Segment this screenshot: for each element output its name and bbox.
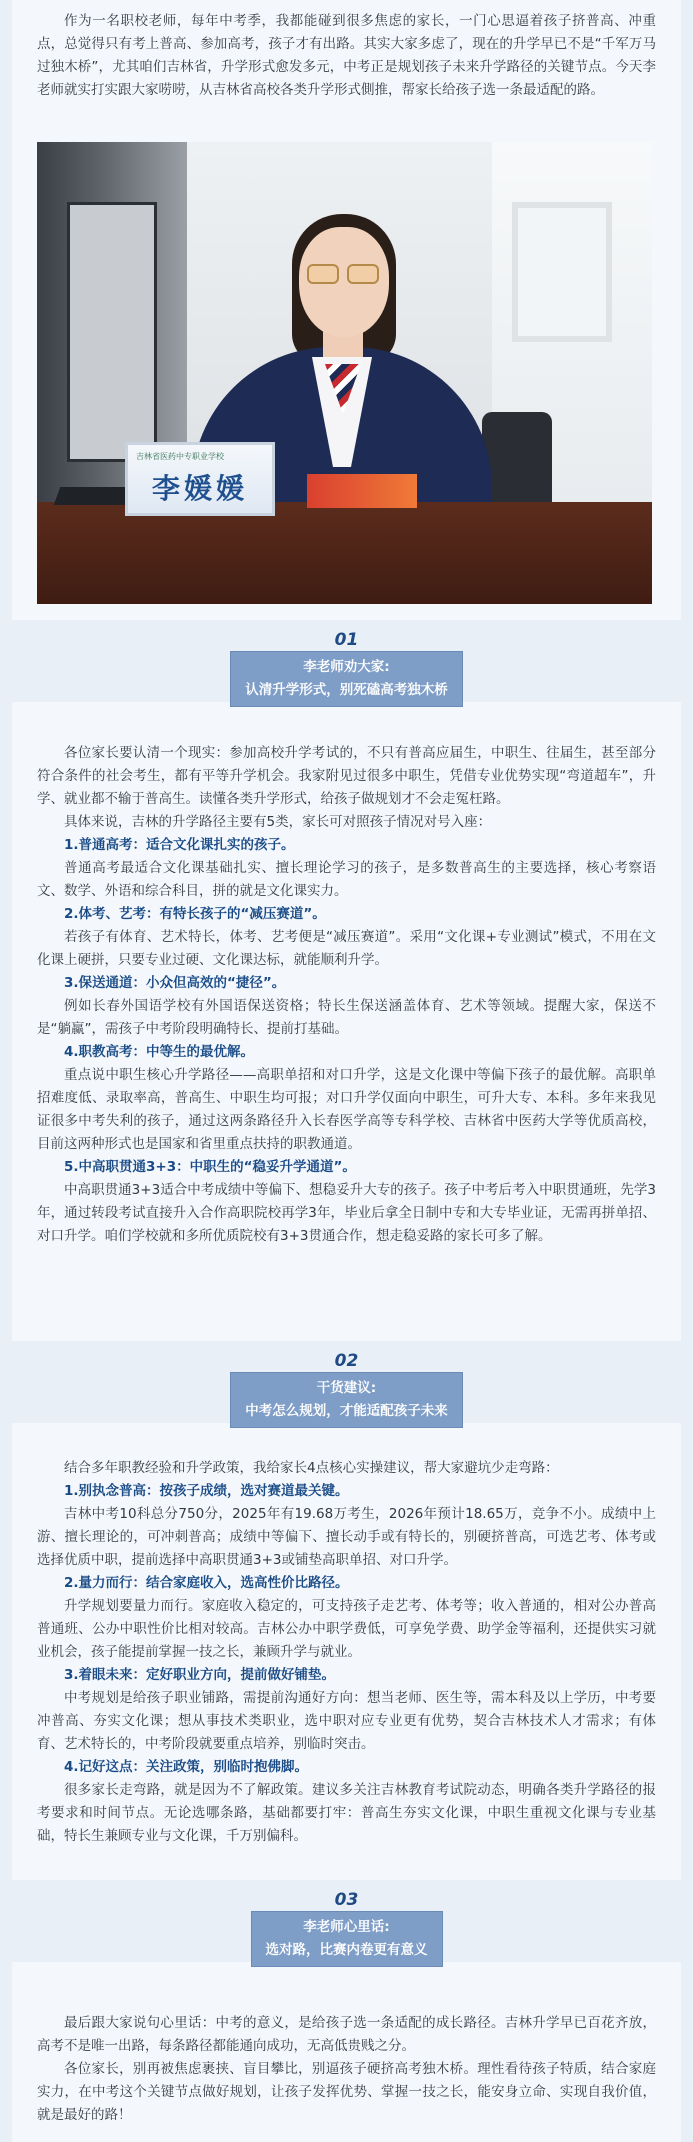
point-title: 1.别执念普高：按孩子成绩，选对赛道最关键。 [64,1483,349,1499]
body-paragraph: 各位家长要认清一个现实：参加高校升学考试的，不只有普高应届生，中职生、往届生，甚至部分符合条件的社会考生，都有平等升学机会。我家附见过很多中职生，凭借专业优势实现“弯道超车”，升学、就业都不输于普高生。读懂各类升学形式，给孩子做规划才不会走冤枉路。 [37,745,656,807]
body-paragraph: 若孩子有体育、艺术特长，体考、艺考便是“减压赛道”。采用“文化课+专业测试”模式，不用在文化课上硬拼，只要专业过硬、文化课达标，就能顺利升学。 [37,929,656,968]
point-title: 2.量力而行：结合家庭收入，选高性价比路径。 [64,1575,349,1591]
section-3-title-line1: 李老师心里话: [303,1919,390,1935]
section-2-body [37,1457,656,1848]
section-1-heading [0,630,693,702]
body-paragraph: 升学规划要量力而行。家庭收入稳定的，可支持孩子走艺考、体考等；收入普通的，相对公办普高普通班、公办中职性价比相对较高。吉林公办中职学费低，可享免学费、助学金等福利，还提供实习就业机会，孩子能提前掌握一技之长，兼顾升学与就业。 [37,1598,656,1660]
point-title: 4.记好这点：关注政策，别临时抱佛脚。 [64,1759,309,1775]
body-paragraph: 吉林中考10科总分750分，2025年有19.68万考生，2026年预计18.65万，竞争不小。成绩中上游、擅长理论的，可冲刺普高；成绩中等偏下、擅长动手或有特长的，别硬挤普高，可选艺考、体考或选择优质中职，提前选择中高职贯通3+3或铺垫高职单招、对口升学。 [37,1506,656,1568]
intro-card [12,0,681,620]
point-title: 2.体考、艺考：有特长孩子的“减压赛道”。 [64,906,326,922]
section-1-title-box [230,651,463,707]
section-2-title-line1: 干货建议: [316,1380,377,1396]
section-2-card [12,1423,681,1880]
body-paragraph: 普通高考最适合文化课基础扎实、擅长理论学习的孩子，是多数普高生的主要选择，核心考察语文、数学、外语和综合科目，拼的就是文化课实力。 [37,860,656,899]
section-2-number: 02 [334,1351,359,1371]
section-3-title-box [251,1911,443,1967]
point-title: 4.职教高考：中等生的最优解。 [64,1044,255,1060]
body-paragraph: 最后跟大家说句心里话：中考的意义，是给孩子选一条适配的成长路径。吉林升学早已百花齐放，高考不是唯一出路，每条路径都能通向成功，无高低贵贱之分。 [37,2015,656,2054]
body-paragraph: 中高职贯通3+3适合中考成绩中等偏下、想稳妥升大专的孩子。孩子中考后考入中职贯通班，先学3年，通过转段考试直接升入合作高职院校再学3年，毕业后拿全日制中专和大专毕业证，无需再拼单招、对口升学。咱们学校就和多所优质院校有3+3贯通合作，想走稳妥路的家长可多了解。 [37,1182,656,1244]
nameplate-name: 李媛媛 [151,472,248,505]
section-3-card [12,1962,681,2142]
section-2-title-box [230,1372,463,1428]
photo-nameplate [125,442,275,516]
body-paragraph: 例如长春外国语学校有外国语保送资格；特长生保送涵盖体育、艺术等领域。提醒大家，保送不是“躺赢”，需孩子中考阶段明确特长、提前打基础。 [37,998,656,1037]
section-1-title-line2: 认清升学形式，别死磕高考独木桥 [245,682,448,698]
point-title: 5.中高职贯通3+3：中职生的“稳妥升学通道”。 [64,1159,356,1175]
point-title: 3.着眼未来：定好职业方向，提前做好铺垫。 [64,1667,336,1683]
intro-text-block [37,10,656,130]
photo-glasses [307,264,381,284]
section-1-title-line1: 李老师劝大家: [303,659,390,675]
section-1-card [12,702,681,1341]
section-1-number: 01 [334,630,359,650]
intro-paragraph: 作为一名职校老师，每年中考季，我都能碰到很多焦虑的家长，一门心思逼着孩子挤普高、冲重点，总觉得只有考上普高、参加高考，孩子才有出路。其实大家多虑了，现在的升学早已不是“千军万马过独木桥”，尤其咱们吉林省，升学形式愈发多元，中考正是规划孩子未来升学路径的关键节点。今天李老师就实打实跟大家唠唠，从吉林省高校各类升学形式側推，帮家长给孩子选一条最适配的路。 [37,13,656,98]
point-title: 3.保送通道：小众但高效的“捷径”。 [64,975,286,991]
body-paragraph: 中考规划是给孩子职业铺路，需提前沟通好方向：想当老师、医生等，需本科及以上学历，中考要冲普高、夯实文化课；想从事技术类职业，选中职对应专业更有优势，契合吉林技术人才需求；有体育、艺术特长的，中考阶段就要重点培养，别临时突击。 [37,1690,656,1752]
section-1-body [37,742,656,1248]
point-title: 1.普通高考：适合文化课扎实的孩子。 [64,837,295,853]
section-2-heading [0,1351,693,1423]
section-3-number: 03 [334,1890,359,1910]
body-paragraph: 很多家长走弯路，就是因为不了解政策。建议多关注吉林教育考试院动态，明确各类升学路径的报考要求和时间节点。无论选哪条路，基础都要打牢：普高生夯实文化课，中职生重视文化课与专业基础，特长生兼顾专业与文化课，千万别偏科。 [37,1782,656,1844]
section-3-body [37,2012,656,2127]
body-paragraph: 结合多年职教经验和升学政策，我给家长4点核心实操建议，帮大家避坑少走弯路： [64,1460,559,1476]
body-paragraph: 重点说中职生核心升学路径——高职单招和对口升学，这是文化课中等偏下孩子的最优解。高职单招难度低、录取率高，普高生、中职生均可报；对口升学仅面向中职生，可升大专、本科。多年来我见证很多中考失利的孩子，通过这两条路径升入长春医学高等专科学校、吉林省中医药大学等优质高校，目前这两种形式也是国家和省里重点扶持的职教通道。 [37,1067,656,1152]
body-paragraph: 各位家长，别再被焦虑裹挟、盲目攀比，别逼孩子硬挤高考独木桥。理性看待孩子特质，结合家庭实力，在中考这个关键节点做好规划，让孩子发挥优势、掌握一技之长，能安身立命、实现自我价值，就是最好的路！ [37,2061,656,2123]
section-2-title-line2: 中考怎么规划，才能适配孩子未来 [245,1403,448,1419]
section-3-heading [0,1890,693,1962]
photo-book [307,474,417,508]
nameplate-school: 吉林省医药中专职业学校 [136,452,224,461]
teacher-photo [37,142,652,604]
photo-desk [37,502,652,604]
body-paragraph: 具体来说，吉林的升学路径主要有5类，家长可对照孩子情况对号入座： [64,814,492,830]
section-3-title-line2: 选对路，比赛内卷更有意义 [265,1942,428,1958]
